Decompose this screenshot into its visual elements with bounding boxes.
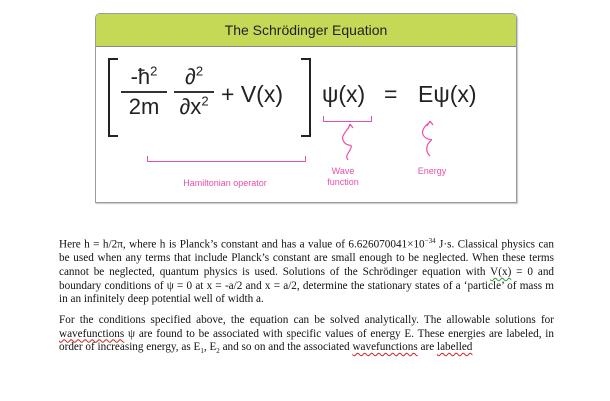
spelling-flag[interactable]: labelled [436, 341, 473, 354]
wave-label: Wave [331, 166, 355, 176]
psi-term: ψ(x) [322, 81, 366, 107]
spelling-flag[interactable]: wavefunctions [352, 341, 418, 354]
equals-sign: = [384, 81, 398, 107]
partial-fraction: ∂$^2$ $\partial x^2$ [174, 64, 214, 120]
hamiltonian-brace [147, 156, 306, 162]
hbar-numerator: -ħ [130, 64, 151, 89]
figure-title: The Schrödinger Equation [224, 22, 388, 38]
right-bracket [301, 58, 311, 137]
potential-term: + V(x) [221, 81, 283, 107]
energy-psi-term: Eψ(x) [418, 81, 477, 107]
hbar-fraction: $-ħ^2$ 2m [121, 64, 167, 120]
paragraph-1: Here h = h/2π, where h is Planck’s constant and has a value of $6.626070041\times 10^{-34}$ J·s. Classical physics can be used when any terms that include Planck’s constant are small enough to be neglected. When these terms cannot be neglected, quantum physics is used. Solutions of the Schrödinger equation with V(x) = 0 and boundary conditions of ψ = 0 at x = -a/2 and x = a/2, determine the stationary states of a ‘particle’ of mass m in an infinitely deep potential well of width a. [59, 237, 555, 306]
paragraph-2: For the conditions specified above, the equation can be solved analytically. The allowable solutions for wavefunctions ψ are found to be associated with specific values of energy E. These energies are labeled, in order of increasing energy, as $E_1$, $E_2$ and so on and the associated wavefunctions are labelled [59, 314, 554, 356]
figure-header [96, 14, 516, 47]
energy-squiggle-arrow-icon [416, 118, 442, 158]
hamiltonian-label: Hamiltonian operator [183, 178, 267, 188]
mass-denominator: 2m [128, 93, 160, 119]
spelling-flag[interactable]: wavefunctions [59, 327, 125, 340]
left-bracket [108, 58, 118, 137]
grammar-flag[interactable]: V(x) [490, 265, 512, 278]
wave-squiggle-arrow-icon [336, 120, 360, 162]
function-label: function [327, 177, 359, 187]
energy-label: Energy [417, 166, 447, 176]
